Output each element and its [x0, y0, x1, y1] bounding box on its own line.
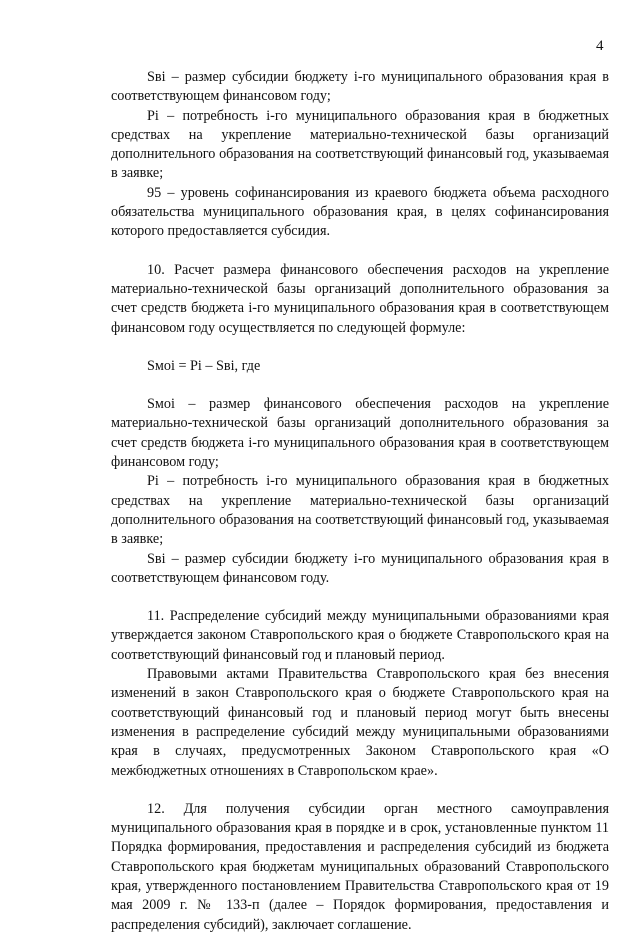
item-11-paragraph-2: Правовыми актами Правительства Ставропольского края без внесения изменений в закон Ставропольского края о бюджете Ставропольского края на соответствующий финансовый год и плановый период могут быть внесены изменения в распределение субсидий между муниципальными образованиями края в случаях, предусмотренных Законом Ставропольского края «О межбюджетных отношениях в Ставропольском крае». [111, 666, 609, 779]
document-body [111, 68, 609, 935]
item-12-paragraph: 12. Для получения субсидии орган местного самоуправления муниципального образования края в порядке и в срок, установленные пунктом 11 Порядка формирования, предоставления и распределения субсидий из бюджета Ставропольского края бюджетам муниципальных образований Ставропольского края, утвержденного постановлением Правительства Ставропольского края от 19 мая 2009 г. № 133-п (далее – Порядок формирования, предоставления и распределения субсидий), заключает соглашение. [111, 800, 609, 933]
sbi-definition-2: Sвi – размер субсидии бюджету i-го муниципального образования края в соответствующем финансовом году. [111, 550, 609, 586]
pi-definition-2: Pi – потребность i-го муниципального образования края в бюджетных средствах на укрепление материально-технической базы организаций дополнительного образования на соответствующий финансовый год, указываемая в заявке; [111, 473, 609, 548]
sbi-definition: Sвi – размер субсидии бюджету i-го муниципального образования края в соответствующем финансовом году; [111, 69, 609, 105]
smoi-definition: Sмoi – размер финансового обеспечения расходов на укрепление материально-технической базы организаций дополнительного образования за счет средств бюджета i-го муниципального образования края в соответствующем финансовом году; [111, 396, 609, 471]
item-11-paragraph: 11. Распределение субсидий между муниципальными образованиями края утверждается законом Ставропольского края о бюджете Ставропольского края на соответствующий финансовый год и плановый период. [111, 608, 609, 663]
formula: Sмoi = Pi – Sвi, где [147, 357, 261, 374]
page-number: 4 [596, 38, 604, 54]
pi-definition: Pi – потребность i-го муниципального образования края в бюджетных средствах на укрепление материально-технической базы организаций дополнительного образования на соответствующий финансовый год, указываемая в заявке; [111, 107, 609, 182]
item-10-paragraph: 10. Расчет размера финансового обеспечения расходов на укрепление материально-технической базы организаций дополнительного образования за счет средств бюджета i-го муниципального образования края в соответствующем финансовом году осуществляется по следующей формуле: [111, 261, 609, 336]
cofinancing-rate-definition: 95 – уровень софинансирования из краевого бюджета объема расходного обязательства муниципального образования края, в целях софинансирования которого предоставляется субсидия. [111, 184, 609, 240]
